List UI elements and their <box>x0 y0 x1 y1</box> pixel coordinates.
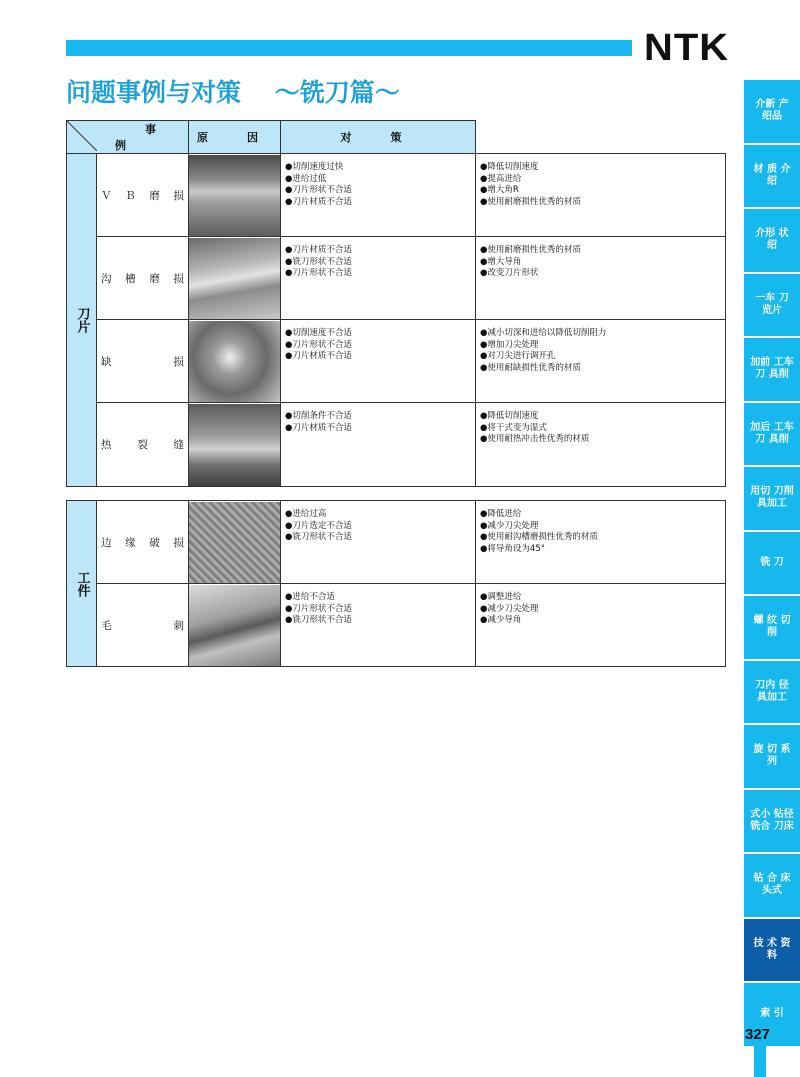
case-cell <box>97 501 189 584</box>
defect-photo <box>189 155 280 236</box>
group-label-1: 刀片 <box>67 154 97 487</box>
cause-item: ●铣刀形状不合适 <box>285 256 352 267</box>
measure-item: ●减少刀尖处理 <box>480 603 539 614</box>
cause-header: 原 因 <box>189 121 281 154</box>
insert-issues-table <box>66 120 726 487</box>
page-number-bar <box>754 1045 766 1077</box>
side-tab-12[interactable]: 式小 钻径 铣合 刀床 <box>744 790 800 855</box>
cause-item: ●进给过低 <box>285 173 327 184</box>
cause-item: ●进给不合适 <box>285 592 335 602</box>
measure-item: ●提高进给 <box>480 173 522 184</box>
defect-photo-cell <box>189 237 281 320</box>
page-number: 327 <box>745 1026 771 1043</box>
case-header: 事 例 <box>115 123 195 152</box>
diagonal-line-icon <box>67 121 97 151</box>
defect-photo <box>189 321 280 402</box>
defect-photo-cell <box>189 403 281 487</box>
cause-item: ●切削速度过快 <box>285 162 344 172</box>
cause-cell <box>281 403 476 487</box>
page-title: 问题事例与对策 ～铣刀篇～ <box>66 78 400 107</box>
side-tab-8[interactable]: 铣 刀 <box>744 532 800 597</box>
cause-item: ●刀片材质不合适 <box>285 196 352 207</box>
measure-item: ●将干式变为湿式 <box>480 422 547 433</box>
measure-item: ●使用耐缺损性优秀的材质 <box>480 362 581 373</box>
measure-header: 对 策 <box>281 121 476 154</box>
side-index-tabs <box>744 80 800 1048</box>
case-label: ＶＢ磨损 <box>101 189 184 202</box>
table-row <box>67 237 726 320</box>
measure-cell <box>476 237 726 320</box>
table-row <box>67 154 726 237</box>
corner-header-cell <box>67 121 195 154</box>
table-row <box>67 584 726 667</box>
side-tab-14[interactable]: 技 术 资 料 <box>744 919 800 984</box>
defect-photo-cell <box>189 320 281 403</box>
side-tab-9[interactable]: 螺 纹 切 削 <box>744 596 800 661</box>
ntk-logo: NTK <box>644 27 730 69</box>
cause-item: ●进给过高 <box>285 509 327 519</box>
measure-cell <box>476 154 726 237</box>
side-tab-1[interactable]: 介新 产 绍品 <box>744 80 800 145</box>
measure-item: ●使用耐沟槽磨损性优秀的材质 <box>480 532 598 542</box>
defect-photo <box>189 585 280 666</box>
measure-item: ●使用耐磨损性优秀的材质 <box>480 245 581 255</box>
cause-item: ●刀片材质不合适 <box>285 245 352 255</box>
case-cell <box>97 584 189 667</box>
case-cell <box>97 237 189 320</box>
cause-item: ●刀片形状不合适 <box>285 268 352 278</box>
measure-cell <box>476 501 726 584</box>
cause-item: ●刀片选定不合适 <box>285 520 352 531</box>
workpiece-issues-table <box>66 500 726 667</box>
measure-item: ●减小切深和进给以降低切削阻力 <box>480 328 607 338</box>
measure-item: ●使用耐热冲击性优秀的材质 <box>480 434 590 444</box>
side-tab-4[interactable]: 一车 刀 览片 <box>744 274 800 339</box>
cause-item: ●刀片形状不合适 <box>285 603 352 614</box>
cause-cell <box>281 237 476 320</box>
defect-photo-cell <box>189 584 281 667</box>
measure-cell <box>476 403 726 487</box>
group-label-2: 工件 <box>67 501 97 667</box>
cause-item: ●铣刀形状不合适 <box>285 532 352 542</box>
measure-item: ●减少刀尖处理 <box>480 520 539 531</box>
side-tab-7[interactable]: 用切 刀削 具加工 <box>744 467 800 532</box>
cause-cell <box>281 154 476 237</box>
case-cell <box>97 320 189 403</box>
header-accent-bar <box>66 40 632 56</box>
cause-item: ●切削条件不合适 <box>285 411 352 421</box>
measure-item: ●降低进给 <box>480 509 522 519</box>
side-tab-2[interactable]: 材 质 介 绍 <box>744 145 800 210</box>
measure-item: ●减少导角 <box>480 615 522 625</box>
table-row <box>67 501 726 584</box>
cause-item: ●刀片材质不合适 <box>285 351 352 361</box>
case-label: 边缘破损 <box>101 536 184 549</box>
side-tab-11[interactable]: 旋 切 系 列 <box>744 725 800 790</box>
measure-item: ●降低切削速度 <box>480 411 539 421</box>
cause-cell <box>281 584 476 667</box>
measure-item: ●增加刀尖处理 <box>480 339 539 350</box>
measure-item: ●增大角R <box>480 185 519 195</box>
side-tab-6[interactable]: 加后 工车 刀 具削 <box>744 403 800 468</box>
case-label: 毛刺 <box>101 619 184 632</box>
cause-item: ●刀片材质不合适 <box>285 422 352 433</box>
defect-photo-cell <box>189 501 281 584</box>
side-tab-5[interactable]: 加前 工车 刀 具削 <box>744 338 800 403</box>
measure-item: ●将导角设为45° <box>480 543 545 554</box>
table-row <box>67 320 726 403</box>
case-label: 沟槽磨损 <box>101 272 184 285</box>
cause-item: ●刀片形状不合适 <box>285 339 352 350</box>
measure-item: ●使用耐磨损性优秀的材质 <box>480 196 581 207</box>
side-tab-15[interactable]: 索 引 <box>744 983 800 1048</box>
side-tab-10[interactable]: 刀内 径 具加工 <box>744 661 800 726</box>
side-tab-13[interactable]: 钻 合 床 头式 <box>744 854 800 919</box>
measure-item: ●改变刀片形状 <box>480 268 539 278</box>
case-label: 热裂缝 <box>101 439 184 451</box>
defect-photo-cell <box>189 154 281 237</box>
cause-item: ●刀片形状不合适 <box>285 185 352 195</box>
measure-cell <box>476 320 726 403</box>
defect-photo <box>189 404 280 486</box>
measure-item: ●对刀尖进行调开孔 <box>480 351 556 361</box>
cause-item: ●切削速度不合适 <box>285 328 352 338</box>
table-row <box>67 403 726 487</box>
defect-photo <box>189 502 280 583</box>
side-tab-3[interactable]: 介形 状 绍 <box>744 209 800 274</box>
measure-cell <box>476 584 726 667</box>
case-cell <box>97 154 189 237</box>
cause-item: ●铣刀形状不合适 <box>285 615 352 625</box>
case-label: 缺损 <box>101 355 184 368</box>
defect-photo <box>189 238 280 319</box>
measure-item: ●调整进给 <box>480 592 522 602</box>
cause-cell <box>281 320 476 403</box>
case-cell <box>97 403 189 487</box>
cause-cell <box>281 501 476 584</box>
measure-item: ●降低切削速度 <box>480 162 539 172</box>
measure-item: ●增大导角 <box>480 256 522 267</box>
